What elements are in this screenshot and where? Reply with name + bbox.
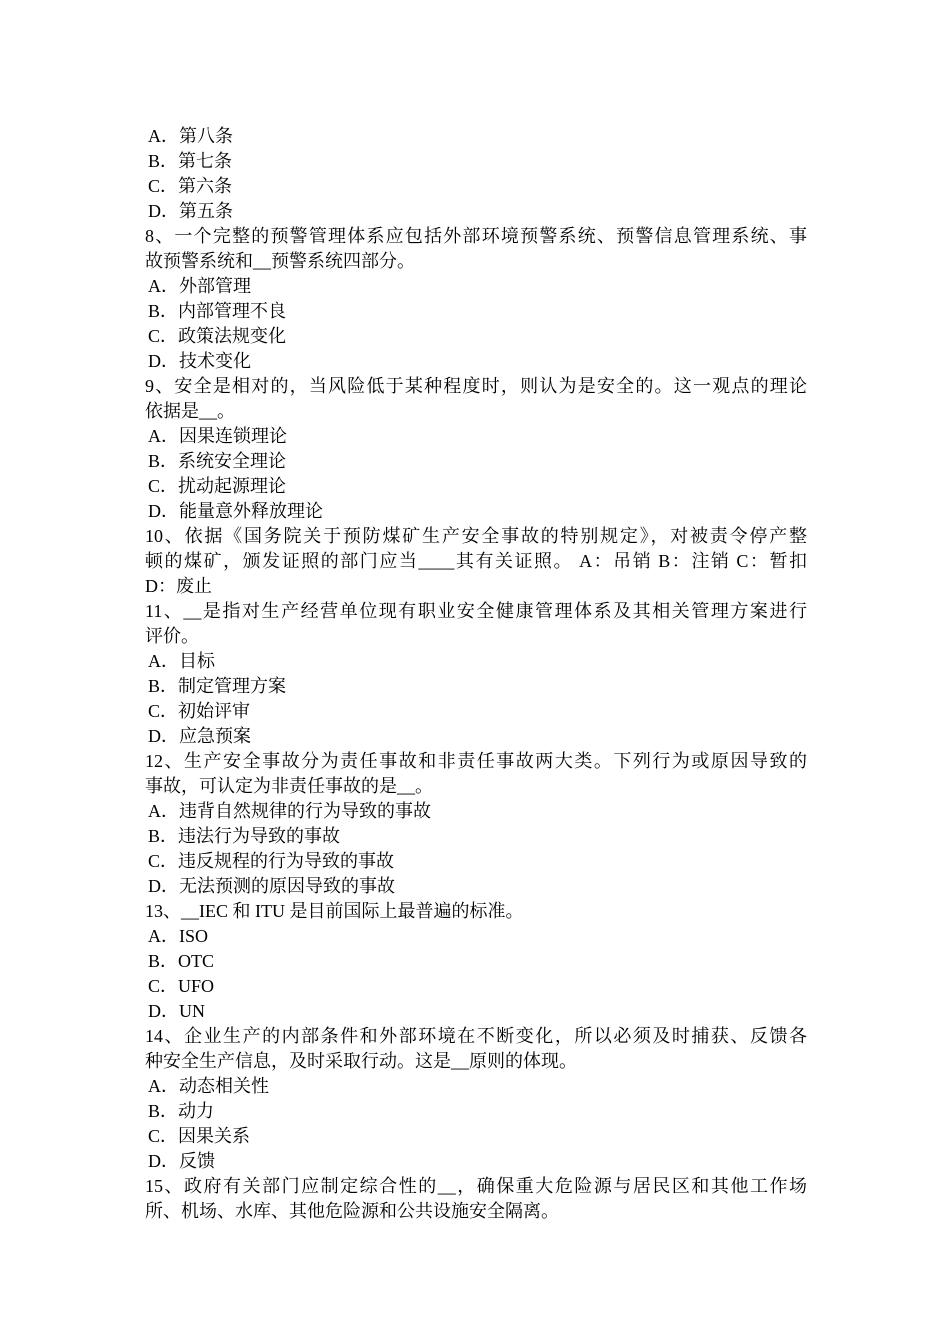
document-page xyxy=(145,124,807,1224)
answer-option-text: C．扰动起源理论 xyxy=(148,476,287,496)
answer-option xyxy=(145,349,807,374)
answer-option-text: A．外部管理 xyxy=(148,276,251,296)
answer-option xyxy=(145,324,807,349)
answer-option-text: D．无法预测的原因导致的事故 xyxy=(148,876,395,896)
question-block xyxy=(145,224,807,274)
question-text-line: 10、依据《国务院关于预防煤矿生产安全事故的特别规定》，对被责令停产整 xyxy=(145,526,807,546)
question-text-line: 评价。 xyxy=(145,626,199,646)
answer-option-text: D．技术变化 xyxy=(148,351,251,371)
question-text-line: 14、企业生产的内部条件和外部环境在不断变化，所以必须及时捕获、反馈各 xyxy=(145,1026,807,1046)
question-text-line: 依据是__。 xyxy=(145,401,235,421)
answer-option xyxy=(145,1124,807,1149)
question-text-line: 事故，可认定为非责任事故的是__。 xyxy=(145,776,433,796)
answer-option-text: A．ISO xyxy=(148,926,209,946)
answer-option-text: B．制定管理方案 xyxy=(148,676,287,696)
answer-option xyxy=(145,874,807,899)
answer-option xyxy=(145,149,807,174)
question-block xyxy=(145,1024,807,1074)
answer-option-text: A．因果连锁理论 xyxy=(148,426,287,446)
question-text-line: D：废止 xyxy=(145,576,212,596)
question-block xyxy=(145,749,807,799)
answer-option-text: D．第五条 xyxy=(148,201,233,221)
question-block xyxy=(145,599,807,649)
answer-option xyxy=(145,949,807,974)
answer-option-text: B．OTC xyxy=(148,951,215,971)
answer-option-text: C．第六条 xyxy=(148,176,233,196)
question-block xyxy=(145,524,807,599)
question-text-line: 所、机场、水库、其他危险源和公共设施安全隔离。 xyxy=(145,1201,559,1221)
answer-option-text: D．应急预案 xyxy=(148,726,251,746)
answer-option-text: B．第七条 xyxy=(148,151,233,171)
answer-option xyxy=(145,474,807,499)
answer-option xyxy=(145,299,807,324)
answer-option xyxy=(145,174,807,199)
answer-option xyxy=(145,649,807,674)
answer-option-text: C．初始评审 xyxy=(148,701,251,721)
answer-option-text: A．动态相关性 xyxy=(148,1076,269,1096)
answer-option xyxy=(145,1099,807,1124)
question-text-line: 故预警系统和__预警系统四部分。 xyxy=(145,251,415,271)
answer-option-text: B．内部管理不良 xyxy=(148,301,287,321)
answer-option xyxy=(145,924,807,949)
answer-option xyxy=(145,824,807,849)
question-text-line: 顿的煤矿，颁发证照的部门应当____其有关证照。 A：吊销 B：注销 C：暂扣 xyxy=(145,551,807,571)
answer-option xyxy=(145,999,807,1024)
question-block xyxy=(145,374,807,424)
answer-option-text: B．系统安全理论 xyxy=(148,451,287,471)
question-text-line: 9、安全是相对的，当风险低于某种程度时，则认为是安全的。这一观点的理论 xyxy=(145,376,807,396)
answer-option-text: D．UN xyxy=(148,1001,205,1021)
answer-option-text: B．动力 xyxy=(148,1101,215,1121)
answer-option-text: C．违反规程的行为导致的事故 xyxy=(148,851,395,871)
question-text-line: 8、一个完整的预警管理体系应包括外部环境预警系统、预警信息管理系统、事 xyxy=(145,226,807,246)
answer-option xyxy=(145,699,807,724)
answer-option-text: C．政策法规变化 xyxy=(148,326,287,346)
answer-option xyxy=(145,449,807,474)
question-block xyxy=(145,1174,807,1224)
answer-option-text: A．第八条 xyxy=(148,126,233,146)
answer-option-text: C．UFO xyxy=(148,976,215,996)
answer-option xyxy=(145,674,807,699)
answer-option xyxy=(145,1074,807,1099)
answer-option-text: D．能量意外释放理论 xyxy=(148,501,323,521)
question-text-line: 11、__是指对生产经营单位现有职业安全健康管理体系及其相关管理方案进行 xyxy=(145,601,807,621)
question-text-line: 13、__IEC 和 ITU 是目前国际上最普遍的标准。 xyxy=(145,901,524,921)
question-block xyxy=(145,899,807,924)
answer-option xyxy=(145,274,807,299)
question-text-line: 12、生产安全事故分为责任事故和非责任事故两大类。下列行为或原因导致的 xyxy=(145,751,807,771)
answer-option-text: A．目标 xyxy=(148,651,215,671)
answer-option-text: B．违法行为导致的事故 xyxy=(148,826,341,846)
question-text-line: 15、政府有关部门应制定综合性的__，确保重大危险源与居民区和其他工作场 xyxy=(145,1176,807,1196)
answer-option xyxy=(145,1149,807,1174)
answer-option xyxy=(145,124,807,149)
answer-option xyxy=(145,499,807,524)
answer-option xyxy=(145,974,807,999)
answer-option-text: A．违背自然规律的行为导致的事故 xyxy=(148,801,431,821)
answer-option-text: C．因果关系 xyxy=(148,1126,251,1146)
answer-option xyxy=(145,424,807,449)
answer-option xyxy=(145,724,807,749)
question-text-line: 种安全生产信息，及时采取行动。这是__原则的体现。 xyxy=(145,1051,577,1071)
answer-option-text: D．反馈 xyxy=(148,1151,215,1171)
answer-option xyxy=(145,849,807,874)
answer-option xyxy=(145,199,807,224)
answer-option xyxy=(145,799,807,824)
